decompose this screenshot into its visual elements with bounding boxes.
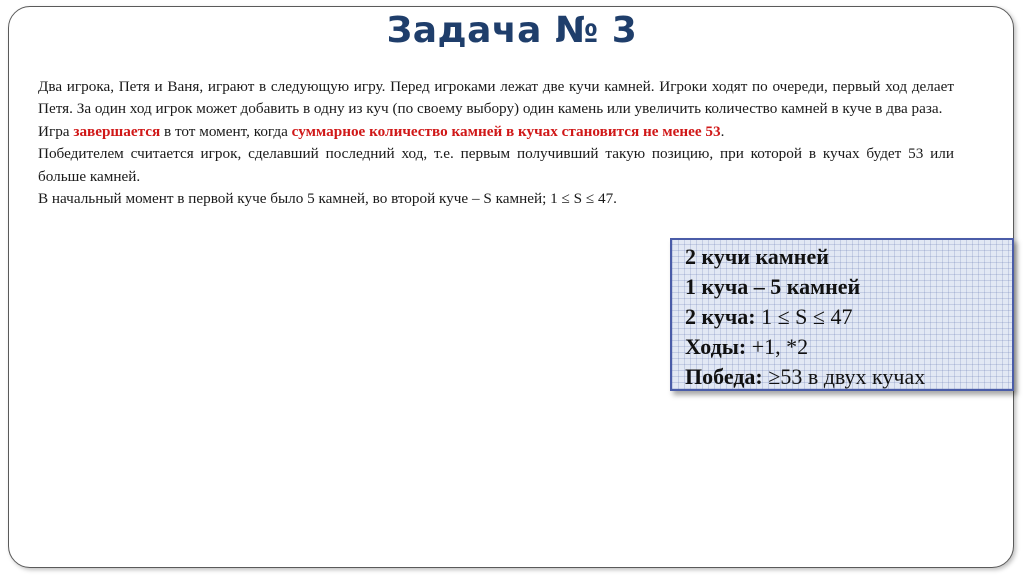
highlight-ends: завершается xyxy=(73,122,161,140)
p2-text-b: в тот момент, когда xyxy=(160,122,292,140)
problem-statement xyxy=(38,76,954,210)
summary-line-win xyxy=(685,362,1012,392)
heap2-label: 2 куча: xyxy=(685,304,756,329)
heap2-value: 1 ≤ S ≤ 47 xyxy=(755,304,853,329)
problem-paragraph-1: Два игрока, Петя и Ваня, играют в следующую игру. Перед игроками лежат две кучи камней. Игроки ходят по очереди, первый ход делает Петя. За один ход игрок может добавить в одну из куч (по своему выбору) один камень или увеличить количество камней в куче в два раза. xyxy=(38,78,954,118)
highlight-condition: суммарное количество камней в кучах становится не менее 53 xyxy=(291,122,721,140)
problem-paragraph-4: В начальный момент в первой куче было 5 камней, во второй куче – S камней; 1 ≤ S ≤ 47. xyxy=(38,190,617,208)
slide-title: Задача № 3 xyxy=(386,10,638,51)
summary-line-heap2 xyxy=(685,302,1012,332)
p2-text-c: . xyxy=(720,122,725,140)
problem-paragraph-3: Победителем считается игрок, сделавший последний ход, т.е. первым получивший такую позицию, при которой в кучах будет 53 или больше камней. xyxy=(38,145,954,185)
p2-text-a: Игра xyxy=(38,122,74,140)
summary-line-heap1: 1 куча – 5 камней xyxy=(685,274,861,299)
moves-label: Ходы: xyxy=(685,334,747,359)
problem-paragraph-2 xyxy=(38,121,954,143)
win-label: Победа: xyxy=(685,364,763,389)
summary-line-heaps: 2 кучи камней xyxy=(685,244,829,269)
summary-box xyxy=(670,238,1014,391)
win-value: ≥53 в двух кучах xyxy=(762,364,926,389)
summary-line-moves xyxy=(685,332,1012,362)
moves-value: +1, *2 xyxy=(746,334,809,359)
